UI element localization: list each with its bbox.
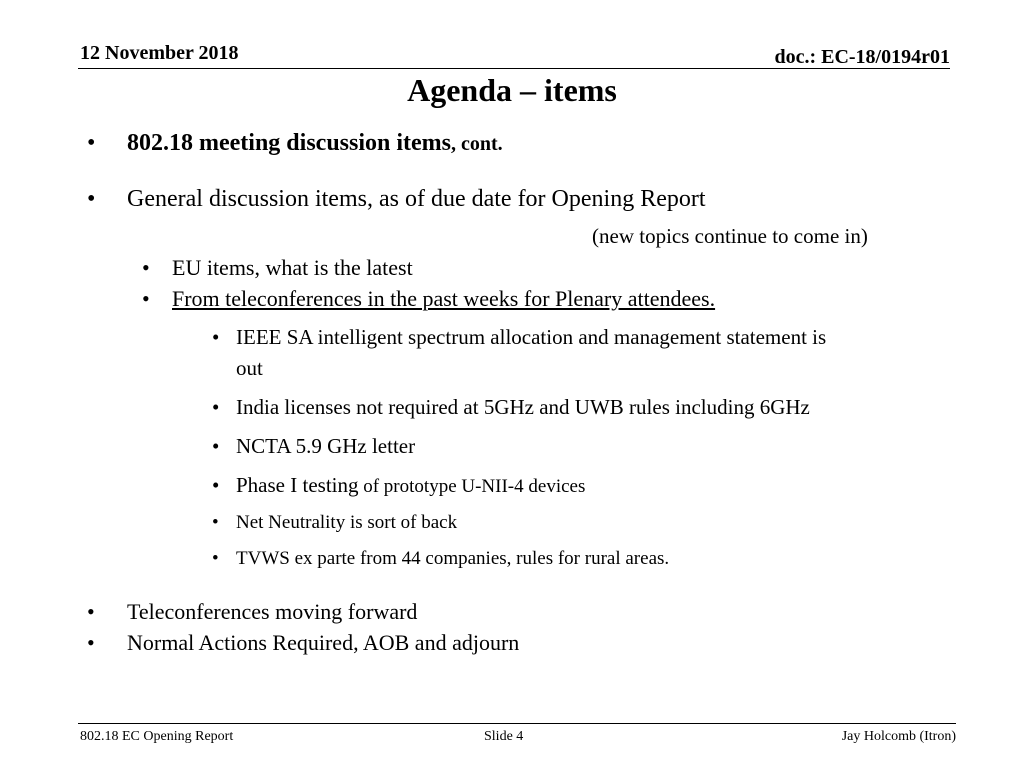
sub-tvws: TVWS ex parte from 44 companies, rules for rural areas.: [236, 548, 670, 569]
sub-ieee-sa-line1: IEEE SA intelligent spectrum allocation and management statement is: [236, 325, 827, 349]
bullet-marker: •: [87, 630, 95, 655]
bullet-marker: •: [212, 325, 220, 349]
slide-title: Agenda – items: [407, 72, 617, 108]
header-date: 12 November 2018: [80, 42, 239, 64]
bullet-meeting-items: [127, 130, 503, 157]
bullet-marker: •: [142, 255, 150, 280]
bullet-general-note: (new topics continue to come in): [592, 224, 868, 248]
header-divider: [78, 68, 950, 69]
sub-net-neutrality: Net Neutrality is sort of back: [236, 512, 458, 533]
bullet-meeting-items-bold: 802.18 meeting discussion items: [127, 130, 451, 156]
sub-phase-testing-main: Phase I testing: [236, 473, 359, 497]
bullet-marker: •: [87, 599, 95, 624]
bullet-marker: •: [87, 186, 96, 212]
sub-ncta-letter: NCTA 5.9 GHz letter: [236, 434, 416, 458]
bullet-normal-actions: Normal Actions Required, AOB and adjourn: [127, 630, 520, 655]
header-doc-id: doc.: EC-18/0194r01: [774, 46, 950, 68]
footer-report-name: 802.18 EC Opening Report: [80, 729, 234, 744]
bullet-general-discussion: General discussion items, as of due date for Opening Report: [127, 186, 706, 212]
bullet-marker: •: [87, 130, 96, 156]
bullet-marker: •: [212, 512, 219, 533]
sub-phase-testing-tail: of prototype U-NII-4 devices: [358, 476, 586, 497]
footer-author: Jay Holcomb (Itron): [841, 729, 956, 744]
bullet-teleconferences-forward: Teleconferences moving forward: [127, 599, 418, 624]
sub-ieee-sa-line2: out: [236, 356, 263, 380]
bullet-meeting-items-tail: , cont.: [451, 133, 503, 155]
footer-divider: [78, 723, 956, 724]
bullet-eu-items: EU items, what is the latest: [172, 255, 413, 280]
bullet-teleconferences-heading: [172, 286, 715, 312]
bullet-marker: •: [212, 395, 220, 419]
footer-slide-number: Slide 4: [484, 729, 524, 744]
bullet-marker: •: [142, 286, 150, 311]
bullet-marker: •: [212, 548, 219, 569]
bullet-marker: •: [212, 473, 220, 497]
teleconferences-heading-text: From teleconferences in the past weeks for Plenary attendees.: [172, 286, 716, 311]
sub-india-licenses: India licenses not required at 5GHz and UWB rules including 6GHz: [236, 395, 810, 419]
sub-phase-testing: [236, 473, 585, 498]
bullet-marker: •: [212, 434, 220, 458]
